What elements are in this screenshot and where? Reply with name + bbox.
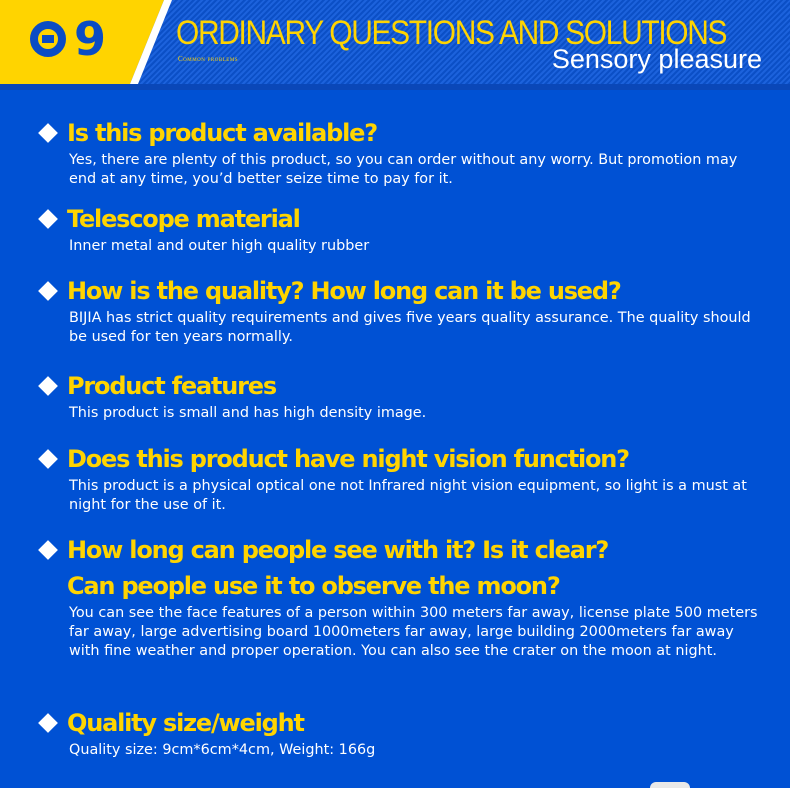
faq-answer: BIJIA has strict quality requirements and gives five years quality assurance. The quality should be used for ten years normally. (69, 310, 751, 345)
section-header (0, 0, 790, 84)
diamond-bullet-icon (38, 713, 58, 733)
faq-question: How is the quality? How long can it be used? (38, 273, 758, 309)
faq-answer: This product is small and has high density image. (69, 405, 427, 421)
faq-answer: Quality size: 9cm*6cm*4cm, Weight: 166g (69, 742, 376, 758)
faq-item (38, 201, 758, 256)
faq-item (38, 115, 758, 189)
section-number-digit: 9 (74, 12, 107, 66)
faq-item (38, 532, 758, 661)
faq-question: Product features (38, 368, 758, 404)
faq-answer: You can see the face features of a person within 300 meters far away, license plate 500 meters far away, large advertising board 1000meters far away, large building 2000meters far away with fine weather and proper operation. You can also see the crater on the moon at night. (69, 605, 758, 659)
faq-item (38, 368, 758, 423)
faq-question: Telescope material (38, 201, 758, 237)
page-title: ORDINARY QUESTIONS AND SOLUTIONS (176, 14, 727, 52)
faq-item (38, 705, 758, 760)
page-subtitle: Sensory pleasure (551, 44, 762, 74)
circle-logo-icon (30, 21, 66, 57)
faq-item (38, 273, 758, 347)
page-caption: Common problems (178, 55, 239, 63)
diamond-bullet-icon (38, 540, 58, 560)
diamond-bullet-icon (38, 209, 58, 229)
diamond-bullet-icon (38, 281, 58, 301)
faq-question: Does this product have night vision function? (38, 441, 758, 477)
faq-answer: This product is a physical optical one not Infrared night vision equipment, so light is a must at night for the use of it. (69, 478, 747, 513)
section-number (30, 14, 106, 64)
faq-question-line1: How long can people see with it? Is it clear? (67, 536, 609, 564)
faq-question (38, 532, 758, 604)
faq-question-line2: Can people use it to observe the moon? (67, 572, 560, 600)
diamond-bullet-icon (38, 449, 58, 469)
bottom-decoration (650, 782, 690, 788)
diamond-bullet-icon (38, 376, 58, 396)
header-divider (0, 84, 790, 90)
faq-answer: Inner metal and outer high quality rubber (69, 238, 370, 254)
faq-answer: Yes, there are plenty of this product, so you can order without any worry. But promotion may end at any time, you’d better seize time to pay for it. (69, 152, 738, 187)
diamond-bullet-icon (38, 123, 58, 143)
faq-question: Is this product available? (38, 115, 758, 151)
faq-question: Quality size/weight (38, 705, 758, 741)
faq-item (38, 441, 758, 515)
